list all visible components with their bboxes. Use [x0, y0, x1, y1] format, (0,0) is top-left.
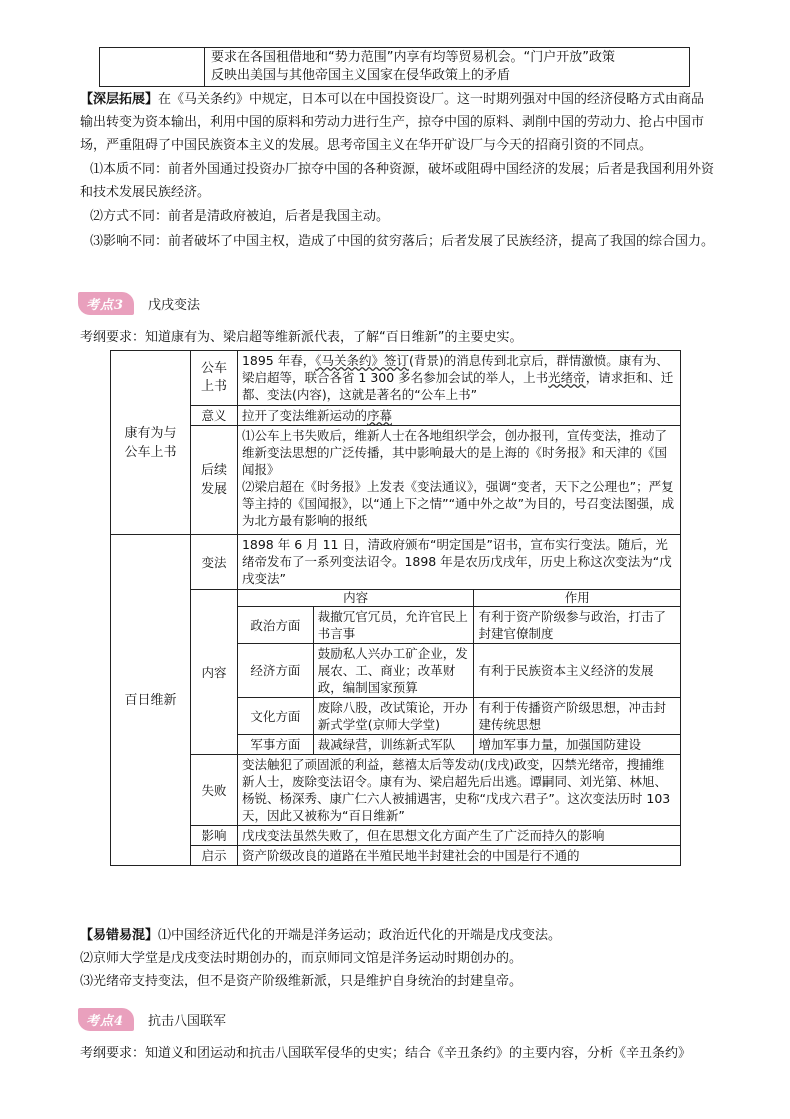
- extension-text: 在《马关条约》中规定，日本可以在中国投资设厂。这一时期列强对中国的经济侵略方式由商品输出转变为资本输出，利用中国的原料和劳动力进行生产，掠夺中国的原料、剥削中国的劳动力、抢占中国市场，严重阻碍了中国民族资本主义的发展。思考帝国主义在华开矿设厂与今天的招商引资的不同点。: [80, 92, 705, 153]
- aspect-military: 军事方面: [237, 735, 313, 755]
- yingxiang-label: 影响: [190, 826, 237, 846]
- bianfa-text: 1898 年 6 月 11 日，清政府颁布“明定国是”诏书，宣布实行变法。随后，光绪帝发布了一系列变法诏令。1898 年是农历戊戌年，历史上称这次变法为“戊戌变法”: [237, 535, 680, 590]
- table-empty-cell: [100, 48, 205, 87]
- kaodian-4-requirement: 考纲要求：知道义和团运动和抗击八国联军侵华的史实；结合《辛丑条约》的主要内容，分析《辛丑条约》: [80, 1046, 692, 1061]
- neirong-label: 内容: [190, 590, 237, 755]
- extension-label: 【深层拓展】: [80, 92, 159, 107]
- yiyi-label: 意义: [190, 406, 237, 426]
- effect-economy: 有利于民族资本主义经济的发展: [474, 644, 681, 698]
- kaodian-3-requirement: 考纲要求：知道康有为、梁启超等维新派代表，了解“百日维新”的主要史实。: [80, 330, 523, 345]
- confusion-item-2: ⑵京师大学堂是戊戌变法时期创办的，而京师同文馆是洋务运动时期创办的。: [80, 951, 523, 966]
- qishi-label: 启示: [190, 846, 237, 866]
- shibai-text: 变法触犯了顽固派的利益，慈禧太后等发动(戊戌)政变，囚禁光绪帝，搜捕维新人士，废除变法诏令。康有为、梁启超先后出逃。谭嗣同、刘光第、林旭、杨锐、杨深秀、康广仁六人被捕遇害，史称“戊戌六君子”。这次变法历时 103 天，因此又被称为“百日维新”: [237, 755, 680, 826]
- content-economy: 鼓励私人兴办工矿企业，发展农、工、商业；改革财政，编制国家预算: [313, 644, 474, 698]
- open-door-line-1: 要求在各国租借地和“势力范围”内享有均等贸易机会。“门户开放”政策: [211, 50, 615, 65]
- open-door-table: [99, 47, 690, 87]
- qishi-text: 资产阶级改良的道路在半殖民地半封建社会的中国是行不通的: [237, 846, 680, 866]
- reform-table: [110, 350, 681, 866]
- content-military: 裁减绿营，训练新式军队: [313, 735, 474, 755]
- houxu-text: ⑴公车上书失败后，维新人士在各地组织学会，创办报刊，宣传变法，推动了维新变法思想的广泛传播，其中影响最大的是上海的《时务报》和天津的《国闻报》 ⑵梁启超在《时务报》上发表《变法通议》，强调“变者，天下之公理也”；严复等主持的《国闻报》，以“通上下之情”“通中外之故”为目的，号召变法图强，成为北方最有影响的报纸: [237, 426, 680, 535]
- houxu-label: 后续发展: [190, 426, 237, 535]
- effect-politics: 有利于资产阶级参与政治，打击了封建官僚制度: [474, 607, 681, 644]
- col-header-content: 内容: [237, 590, 474, 607]
- kaodian-3-heading: [78, 291, 200, 315]
- gongche-label: 公车上书: [190, 351, 237, 406]
- content-culture: 废除八股，改试策论，开办新式学堂(京师大学堂): [313, 698, 474, 735]
- open-door-text: [205, 48, 690, 87]
- group-kang-gongche: 康有为与公车上书: [111, 351, 191, 535]
- content-politics: 裁撤冗官冗员，允许官民上书言事: [313, 607, 474, 644]
- aspect-politics: 政治方面: [237, 607, 313, 644]
- extension-point-2: ⑵方式不同：前者是清政府被迫，后者是我国主动。: [90, 209, 390, 224]
- confusion-item-1: 【易错易混】⑴中国经济近代化的开端是洋务运动；政治近代化的开端是戊戌变法。: [80, 928, 562, 943]
- effect-culture: 有利于传播资产阶级思想，冲击封建传统思想: [474, 698, 681, 735]
- aspect-economy: 经济方面: [237, 644, 313, 698]
- confusion-item-3: ⑶光绪帝支持变法，但不是资产阶级维新派，只是维护自身统治的封建皇帝。: [80, 974, 523, 989]
- extension-point-3: ⑶影响不同：前者破坏了中国主权，造成了中国的贫穷落后；后者发展了民族经济，提高了我国的综合国力。: [90, 234, 715, 249]
- open-door-line-2: 反映出美国与其他帝国主义国家在侵华政策上的矛盾: [211, 68, 511, 83]
- kaodian-4-heading: [78, 1007, 226, 1031]
- bianfa-label: 变法: [190, 535, 237, 590]
- extension-point-1: ⑴本质不同：前者外国通过投资办厂掠夺中国的各种资源，破坏或阻碍中国经济的发展；后者是我国利用外资和技术发展民族经济。: [80, 162, 715, 200]
- shibai-label: 失败: [190, 755, 237, 826]
- yingxiang-text: 戊戌变法虽然失败了，但在思想文化方面产生了广泛而持久的影响: [237, 826, 680, 846]
- extension-paragraph: [80, 88, 716, 157]
- kaodian-4-title: 抗击八国联军: [148, 1013, 227, 1029]
- group-bairi: 百日维新: [111, 535, 191, 866]
- yiyi-text: 拉开了变法维新运动的序幕: [237, 406, 680, 426]
- kaodian-3-title: 戊戌变法: [148, 297, 201, 313]
- aspect-culture: 文化方面: [237, 698, 313, 735]
- kaodian-3-badge: 考点3: [78, 292, 134, 315]
- effect-military: 增加军事力量，加强国防建设: [474, 735, 681, 755]
- col-header-effect: 作用: [474, 590, 681, 607]
- kaodian-4-badge: 考点4: [78, 1008, 134, 1031]
- gongche-text: 1895 年春，《马关条约》签订(背景)的消息传到北京后，群情激愤。康有为、梁启超等，联合各省 1 300 多名参加会试的举人，上书光绪帝，请求拒和、迁都、变法(内容)，这就是著名的“公车上书”: [237, 351, 680, 406]
- confusion-label: 【易错易混】: [80, 928, 159, 943]
